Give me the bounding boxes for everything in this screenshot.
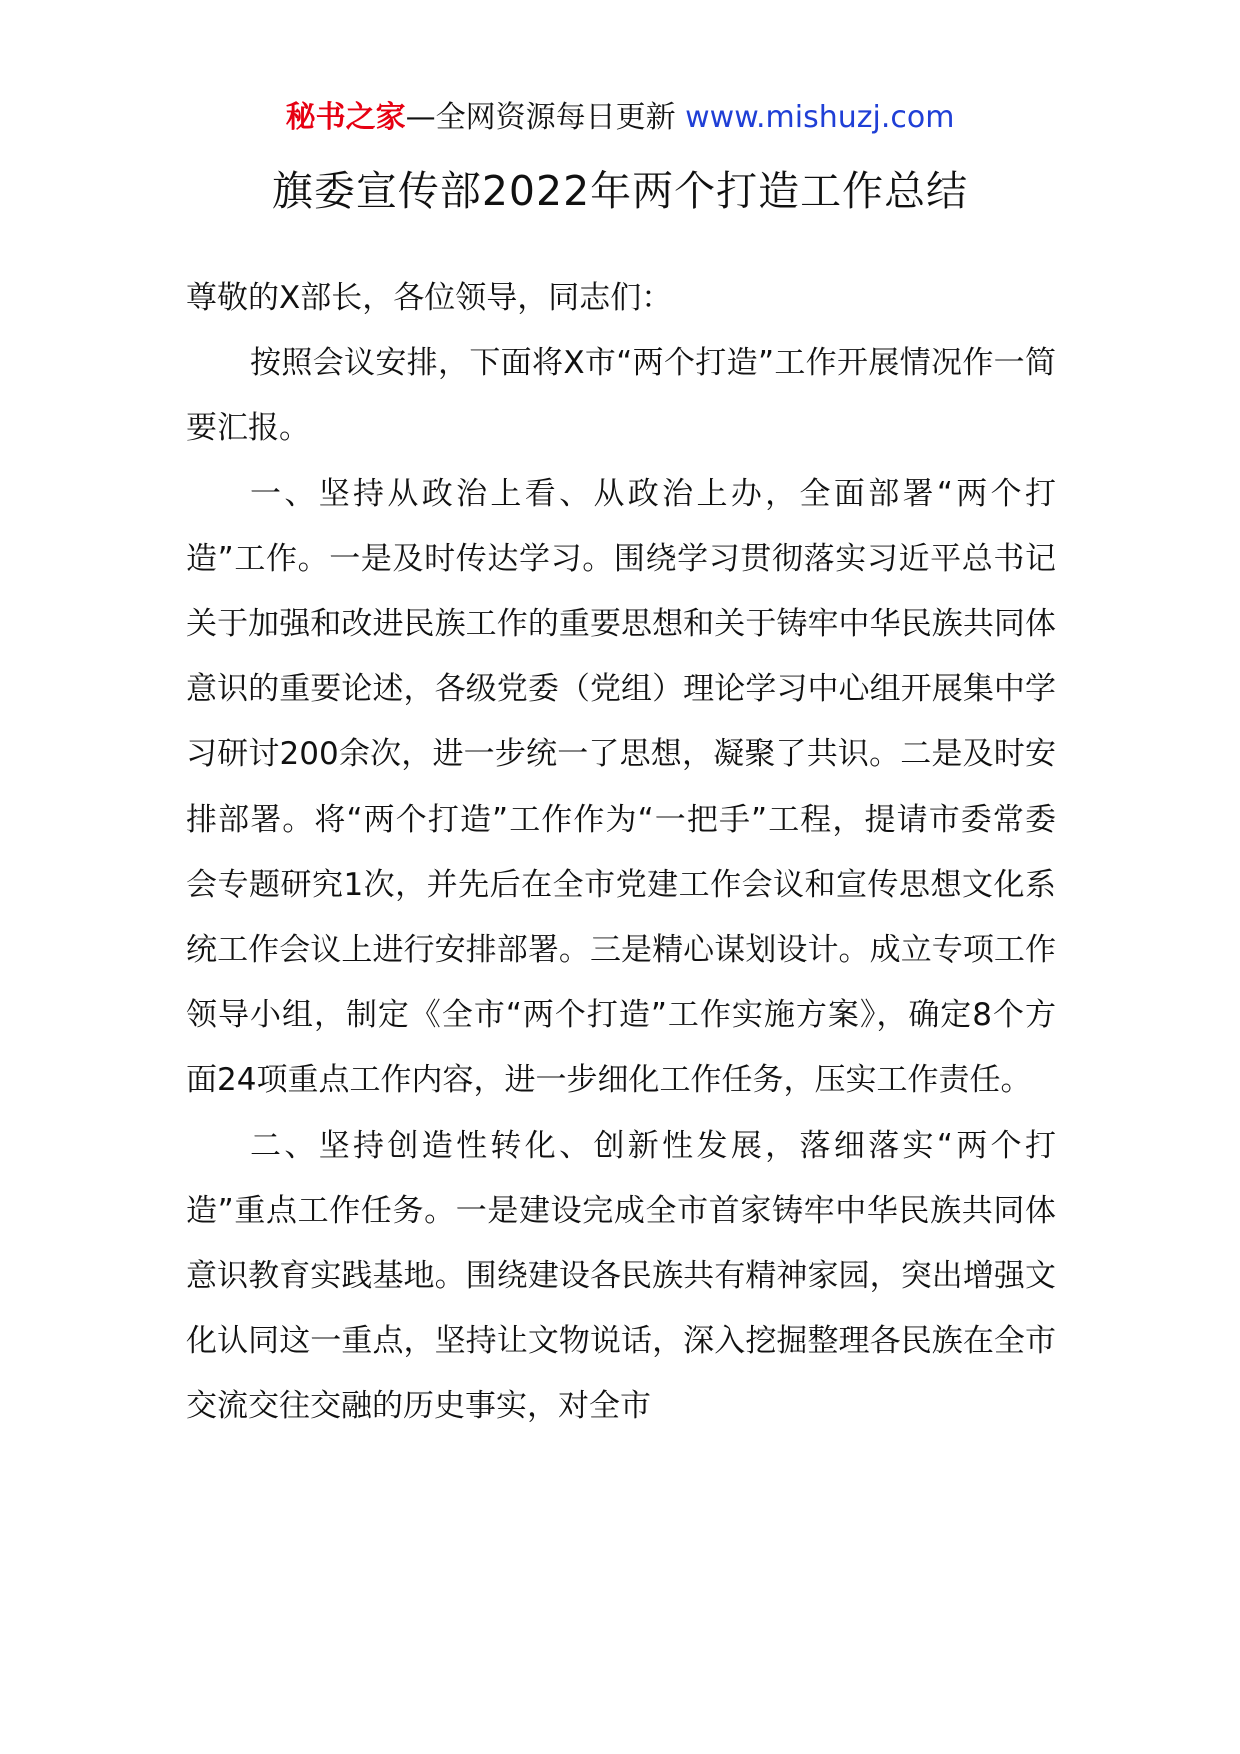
paragraph-section-2: 二、坚持创造性转化、创新性发展，落细落实“两个打造”重点工作任务。一是建设完成全市首家铸牢中华民族共同体意识教育实践基地。围绕建设各民族共有精神家园，突出增强文化认同这一重点，坚持让文物说话，深入挖掘整理各民族在全市交流交往交融的历史事实，对全市: [186, 1127, 1056, 1425]
document-title: 旗委宣传部2022年两个打造工作总结: [271, 167, 969, 215]
site-url-link[interactable]: www.mishuzj.com: [685, 100, 955, 135]
paragraph-intro: 按照会议安排，下面将X市“两个打造”工作开展情况作一简要汇报。: [186, 345, 1056, 447]
site-header: [0, 98, 1240, 138]
document-body: [186, 266, 1056, 1440]
paragraph-section-1: 一、坚持从政治上看、从政治上办，全面部署“两个打造”工作。一是及时传达学习。围绕学习贯彻落实习近平总书记关于加强和改进民族工作的重要思想和关于铸牢中华民族共同体意识的重要论述，各级党委（党组）理论学习中心组开展集中学习研讨200余次，进一步统一了思想，凝聚了共识。二是及时安排部署。将“两个打造”工作作为“一把手”工程，提请市委常委会专题研究1次，并先后在全市党建工作会议和宣传思想文化系统工作会议上进行安排部署。三是精心谋划设计。成立专项工作领导小组，制定《全市“两个打造”工作实施方案》，确定8个方面24项重点工作内容，进一步细化工作任务，压实工作责任。: [186, 475, 1056, 1099]
site-brand: 秘书之家: [285, 100, 406, 135]
site-slogan: —全网资源每日更新: [405, 100, 686, 135]
salutation: 尊敬的X部长，各位领导，同志们：: [186, 280, 673, 316]
